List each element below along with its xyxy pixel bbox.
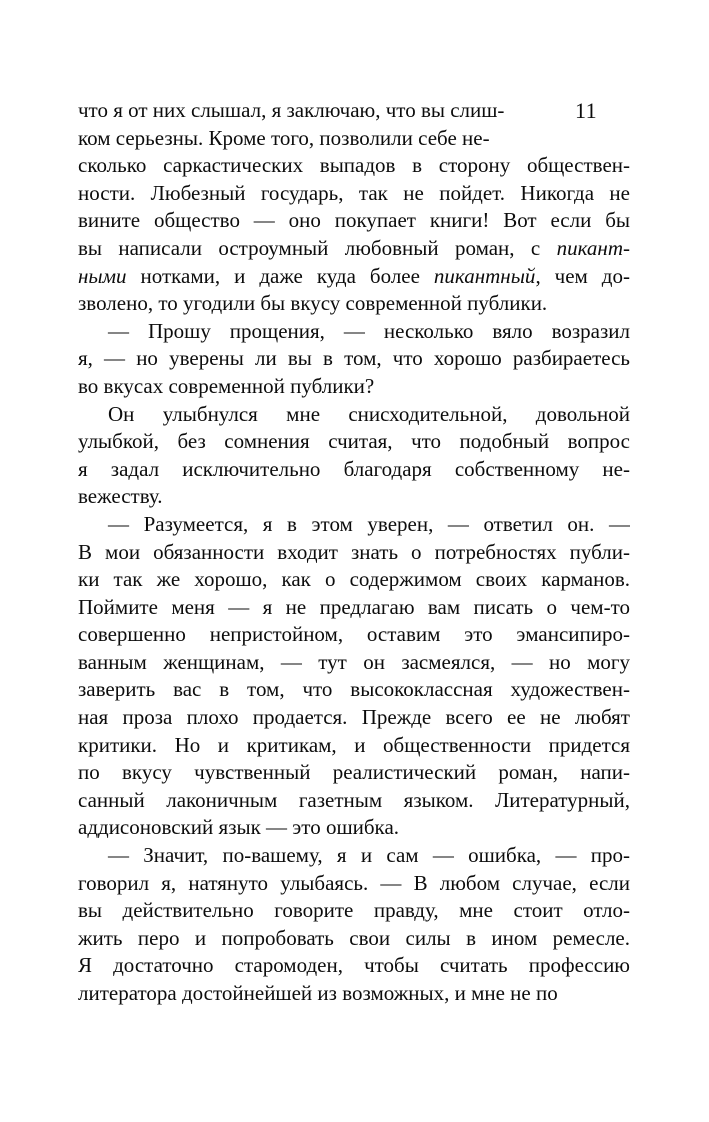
text-line: [78, 759, 630, 787]
text-line: [78, 318, 630, 346]
text-segment-italic: пикантный: [433, 263, 536, 288]
text-line: [78, 621, 630, 649]
text-segment: говорил я, натянуто улыбаясь. — В любом случае, если: [78, 870, 630, 895]
text-segment: по вкусу чувственный реалистический роман, напи-: [78, 760, 630, 785]
text-segment: , чем до-: [535, 263, 630, 288]
text-line: [78, 897, 630, 925]
text-line: [78, 125, 630, 153]
text-segment: я, — но уверены ли вы в том, что хорошо разбираетесь: [78, 346, 630, 371]
text-line: [78, 594, 630, 622]
text-segment: ности. Любезный государь, так не пойдет. Никогда не: [78, 180, 630, 205]
text-line: [78, 235, 630, 263]
text-line: [78, 290, 630, 318]
text-line: [78, 566, 630, 594]
text-line: [78, 952, 630, 980]
text-segment: нотками, и даже куда более: [126, 263, 434, 288]
text-segment: критики. Но и критикам, и общественности придется: [78, 732, 630, 757]
text-segment: В мои обязанности входит знать о потребностях публи-: [78, 539, 630, 564]
text-line: [78, 814, 630, 842]
text-segment: аддисоновский язык — это ошибка.: [78, 815, 400, 840]
text-line: [78, 980, 630, 1008]
text-line: [78, 483, 630, 511]
text-segment: я задал исключительно благодаря собственному не-: [78, 456, 630, 481]
text-segment: вежеству.: [78, 484, 163, 509]
text-line: [78, 676, 630, 704]
text-line: [78, 842, 630, 870]
text-line: [78, 704, 630, 732]
text-line: [78, 373, 630, 401]
text-line: [78, 207, 630, 235]
text-segment: вы написали остроумный любовный роман, с: [78, 235, 557, 260]
text-segment: улыбкой, без сомнения считая, что подобный вопрос: [78, 429, 630, 454]
text-line: [78, 97, 630, 125]
text-segment: — Значит, по-вашему, я и сам — ошибка, — про-: [108, 843, 630, 868]
text-segment: ки так же хорошо, как о содержимом своих карманов.: [78, 567, 630, 592]
text-line: [78, 428, 630, 456]
text-segment: что я от них слышал, я заключаю, что вы слиш-: [78, 98, 505, 122]
text-segment: ком серьезны. Кроме того, позволили себе не-: [78, 125, 490, 150]
text-block: [78, 97, 630, 1008]
text-segment: Поймите меня — я не предлагаю вам писать о чем-то: [78, 594, 630, 619]
text-line: [78, 345, 630, 373]
text-line: [78, 263, 630, 291]
text-line: [78, 649, 630, 677]
text-segment: заверить вас в том, что высококлассная художествен-: [78, 677, 630, 702]
text-segment: совершенно непристойном, оставим это эмансипиро-: [78, 622, 630, 647]
text-segment: вините общество — оно покупает книги! Вот если бы: [78, 208, 630, 233]
text-line: [78, 732, 630, 760]
text-line: [78, 925, 630, 953]
text-line: [78, 180, 630, 208]
page-number: 11: [575, 98, 598, 123]
text-line: [78, 456, 630, 484]
text-segment: жить перо и попробовать свои силы в ином ремесле.: [78, 925, 630, 950]
text-segment: зволено, то угодили бы вкусу современной публики.: [78, 291, 548, 316]
text-segment-italic: пикант-: [556, 235, 630, 260]
text-segment: санный лаконичным газетным языком. Литературный,: [78, 787, 630, 812]
text-segment: сколько саркастических выпадов в сторону обществен-: [78, 153, 630, 178]
text-line: [78, 401, 630, 429]
text-line: [78, 870, 630, 898]
text-segment-italic: ными: [78, 263, 127, 288]
text-segment: ванным женщинам, — тут он засмеялся, — но могу: [78, 649, 630, 674]
text-segment: ная проза плохо продается. Прежде всего ее не любят: [78, 705, 630, 730]
text-segment: — Прошу прощения, — несколько вяло возразил: [108, 318, 630, 343]
text-segment: — Разумеется, я в этом уверен, — ответил он. —: [108, 511, 630, 536]
text-segment: вы действительно говорите правду, мне стоит отло-: [78, 898, 630, 923]
text-segment: во вкусах современной публики?: [78, 373, 375, 398]
text-line: [78, 539, 630, 567]
text-segment: Он улыбнулся мне снисходительной, довольной: [108, 401, 630, 426]
text-segment: Я достаточно старомоден, чтобы считать профессию: [78, 953, 630, 978]
text-segment: литератора достойнейшей из возможных, и мне не по: [78, 981, 558, 1005]
text-line: [78, 787, 630, 815]
text-line: [78, 152, 630, 180]
text-line: [78, 511, 630, 539]
